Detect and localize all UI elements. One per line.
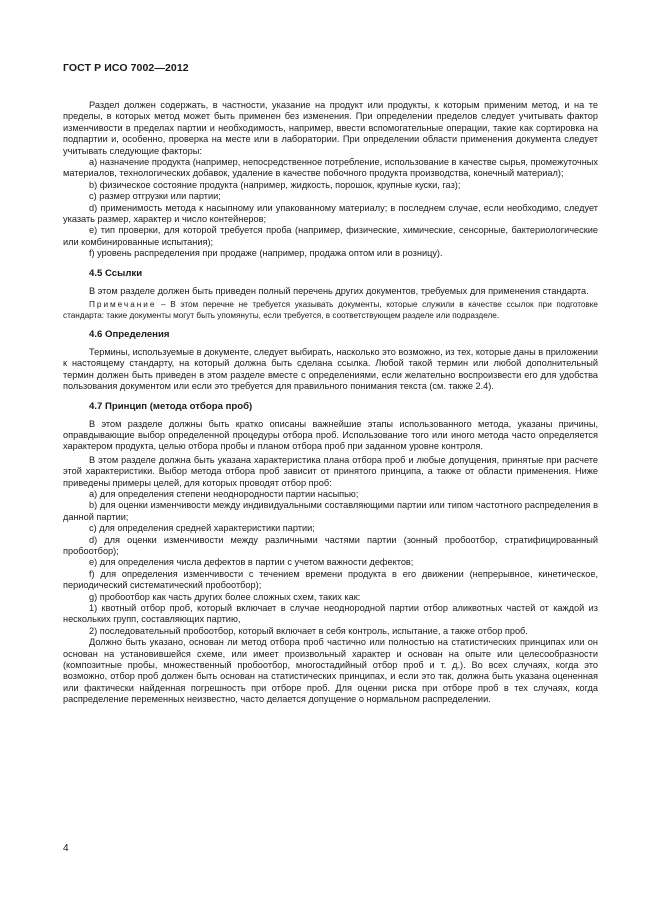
list-item-g: g) пробоотбор как часть других более сложных схем, таких как: — [89, 591, 361, 602]
list-item-c: c) для определения средней характеристики партии; — [89, 523, 315, 534]
list-item-a: a) назначение продукта (например, непосредственное потребление, использование в качестве сырья, промежуточных материалов, технологических добавок, удаление в качестве побочного продукта производства, конечный материал); — [63, 157, 598, 179]
sub-item-1: 1) квотный отбор проб, который включает в случае неоднородной партии отбор аликвотных частей от каждой из нескольких групп, составляющих партию, — [63, 603, 598, 625]
list-item-b: b) для оценки изменчивости между индивидуальными составляющими партии или типом частотного распределения в данной партии; — [63, 500, 598, 522]
note-label: Примечание — [89, 300, 157, 310]
note-text: – В этом перечне не требуется указывать документы, которые служили в качестве ссылок при подготовке стандарта: такие документы могут быть упомянуты, если требуется, в соответствующем разделе или подразделе. — [63, 300, 598, 320]
page — [63, 62, 598, 706]
list-item-a: a) для определения степени неоднородности партии насыпью; — [89, 488, 359, 499]
list-item-d: d) для оценки изменчивости между различными частями партии (зонный пробоотбор, стратифицированный пробоотбор); — [63, 534, 598, 556]
list-item-e: e) тип проверки, для которой требуется проба (например, физические, химические, сенсорные, бактериологические или комбинированные испытания); — [63, 225, 598, 247]
section-4-7-paragraph: В этом разделе должны быть кратко описаны важнейшие этапы использованного метода, указаны причины, оправдывающие выбор определенной процедуры отбора проб. Использование того или иного метода часто определяется характером продукта, целью отбора пробы и планом отбора проб при заданном уровне контроля. — [63, 418, 598, 452]
section-4-7-paragraph: В этом разделе должна быть указана характеристика плана отбора проб и любые допущения, принятые при расчете этой характеристики. Выбор метода отбора проб зависит от принятого принципа, а также от области применения. Ниже приведены примеры целей, для которых проводят отбор проб: — [63, 454, 598, 488]
note — [63, 300, 598, 321]
section-heading-4-6: 4.6 Определения — [89, 328, 170, 340]
list-item-e: e) для определения числа дефектов в партии с учетом важности дефектов; — [89, 557, 414, 568]
list-item-d: d) применимость метода к насыпному или упакованному материалу; в последнем случае, если необходимо, следует указать размер, характер и число контейнеров; — [63, 202, 598, 225]
section-heading-4-7: 4.7 Принцип (метода отбора проб) — [89, 400, 253, 412]
list-item-f: f) для определения изменчивости с течением времени продукта в его движении (непрерывное, кинетическое, периодический систематический пробоотбор); — [63, 568, 598, 591]
page-number: 4 — [63, 843, 69, 854]
sub-item-2: 2) последовательный пробоотбор, который включает в себя контроль, испытание, а также отбор проб. — [89, 625, 528, 636]
section-4-7-paragraph: Должно быть указано, основан ли метод отбора проб частично или полностью на статистических принципах или он основан на установившейся схеме, или имеет произвольный характер и основан на опыте или целесообразности (композитные пробы, множественный пробоотбор, многостадийный отбор проб и т. д.). Во всех случаях, когда это возможно, отбор проб должен быть основан на статистических принципах, и если это так, должна быть указана оцененная или фактически найденная погрешность при отборе проб. Для оценки риска при отборе проб в тех случаях, когда распределение переменных неизвестно, часто делается допущение о нормальном распределении. — [63, 637, 598, 705]
document-header: ГОСТ Р ИСО 7002—2012 — [63, 62, 189, 74]
list-item-f: f) уровень распределения при продаже (например, продажа оптом или в розницу). — [89, 248, 443, 259]
list-item-c: c) размер отгрузки или партии; — [89, 191, 221, 202]
intro-paragraph: Раздел должен содержать, в частности, указание на продукт или продукты, к которым применим метод, и на те пределы, в которых метод может быть применен без изменения. При определении пределов следует учитывать фактор изменчивости в пределах партии и необходимость, например, ввести вспомогательные операции, такие как сортировка на подпартии и, особенно, проверка на месте или в лаборатории. При определении области применения документа следует учитывать следующие факторы: — [63, 100, 598, 156]
section-heading-4-5: 4.5 Ссылки — [89, 267, 143, 279]
section-4-5-text: В этом разделе должен быть приведен полный перечень других документов, требуемых для применения стандарта. — [89, 285, 589, 296]
section-4-6-text: Термины, используемые в документе, следует выбирать, насколько это возможно, из тех, которые даны в приложении к настоящему стандарту, на который должна быть сделана ссылка. Любой такой термин или любой дополнительный термин должен быть приведен в этом разделе вместе с определениями, если желательно воспроизвести его для удобства пользования документом или если это требуется для правильного понимания текста (см. также 2.4). — [63, 346, 598, 392]
list-item-b: b) физическое состояние продукта (например, жидкость, порошок, крупные куски, газ); — [89, 179, 461, 190]
